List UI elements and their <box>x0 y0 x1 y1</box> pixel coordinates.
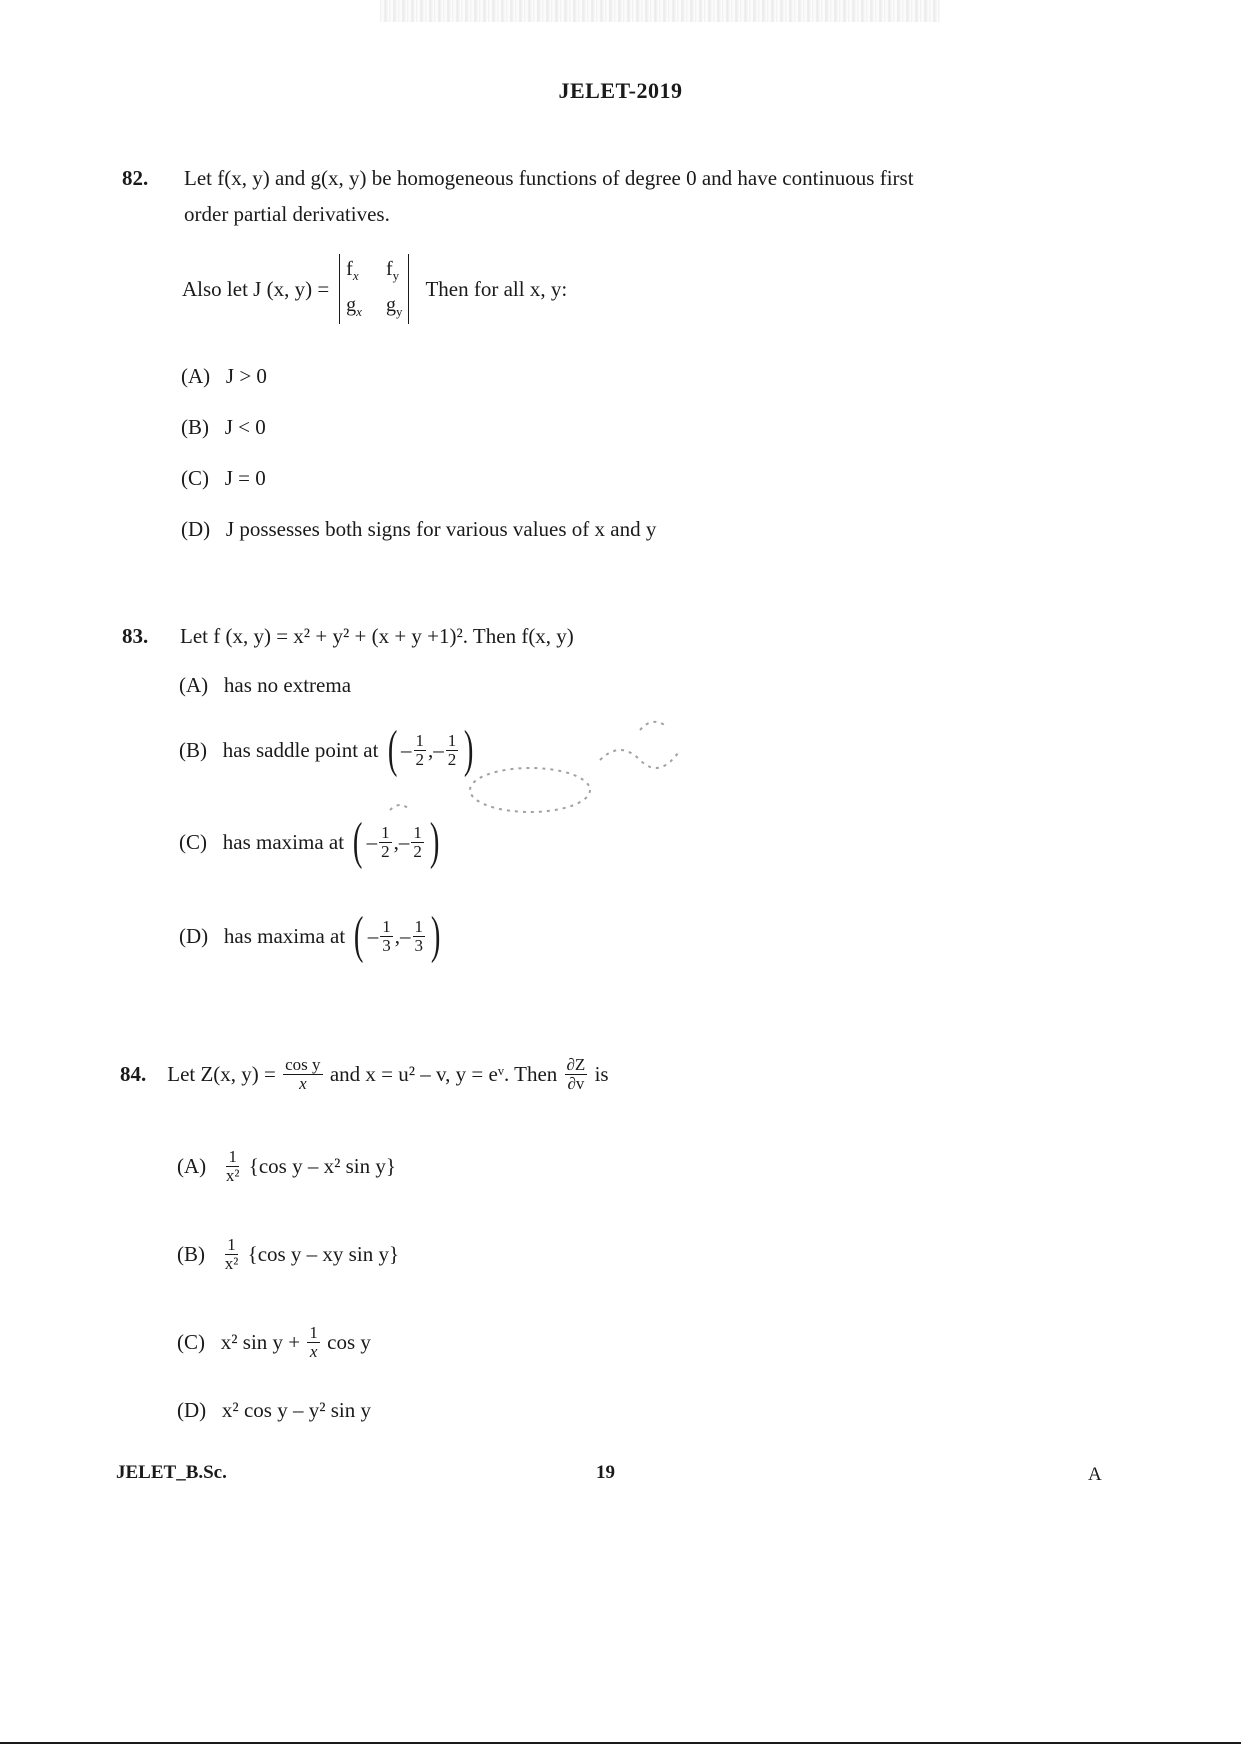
q82-jacobian-line <box>182 254 567 324</box>
q82-also-prefix: Also let J (x, y) = <box>182 276 330 301</box>
page-header: JELET-2019 <box>558 78 683 103</box>
q84-option-a: (A) $\frac{1}{\text{x²}}$ {cos y – x² sin y} <box>177 1147 396 1185</box>
q83-stem: Let f (x, y) = x² + y² + (x + y +1)². Then f(x, y) <box>180 624 574 648</box>
bottom-rule <box>0 1742 1241 1744</box>
q84-option-b: (B) $\frac{1}{\text{x²}}$ {cos y – xy sin y} <box>177 1235 400 1273</box>
q82-option-d: (D) J possesses both signs for various values of x and y <box>181 517 657 541</box>
q82-option-b: (B) J < 0 <box>181 415 266 439</box>
footer-page-number: 19 <box>596 1462 615 1483</box>
q82-determinant <box>339 254 409 324</box>
q83-option-a: (A) has no extrema <box>179 673 352 697</box>
copy-stamp-watermark <box>380 700 760 900</box>
footer-course: JELET_B.Sc. <box>116 1462 227 1483</box>
q83-option-b: (B) has saddle point at ( – $\frac{1}{2}$ ,– $\frac{1}{2}$ ) <box>179 721 474 778</box>
q83-number: 83. <box>122 624 149 648</box>
q82-then: Then for all x, y: <box>425 276 568 301</box>
q84-option-d: (D) x² cos y – y² sin y <box>177 1398 371 1422</box>
det-fx: $f_x$ <box>346 258 359 283</box>
det-fy: $f_y$ <box>385 258 400 283</box>
det-gx: $g_x$ <box>346 294 362 319</box>
q82-line2: order partial derivatives. <box>184 202 390 226</box>
q84-number: 84. <box>120 1061 147 1086</box>
q84-option-c: (C) x² sin y + $\frac{1}{x}$ cos y <box>177 1323 371 1361</box>
scan-noise <box>380 0 940 22</box>
q82-number: 82. <box>122 166 149 190</box>
q82-option-a: (A) J > 0 <box>181 364 267 388</box>
q82-line1: Let f(x, y) and g(x, y) be homogeneous functions of degree 0 and have continuous first <box>184 166 914 190</box>
q83-option-c: (C) has maxima at ( – $\frac{1}{2}$ ,– $\frac{1}{2}$ ) <box>179 813 440 870</box>
q82-option-c: (C) J = 0 <box>181 466 266 490</box>
q84-stem: 84. Let Z(x, y) = $\frac{\text{cos y}}{x}$ and x = u² – v, y = eᵛ. Then $\frac{\partial Z}{\partial v}$ is <box>120 1055 609 1093</box>
det-gy: $g_y$ <box>385 294 403 319</box>
footer-set-code: A <box>1088 1464 1102 1485</box>
q83-option-d: (D) has maxima at ( – $\frac{1}{3}$ ,– $\frac{1}{3}$ ) <box>179 907 441 964</box>
